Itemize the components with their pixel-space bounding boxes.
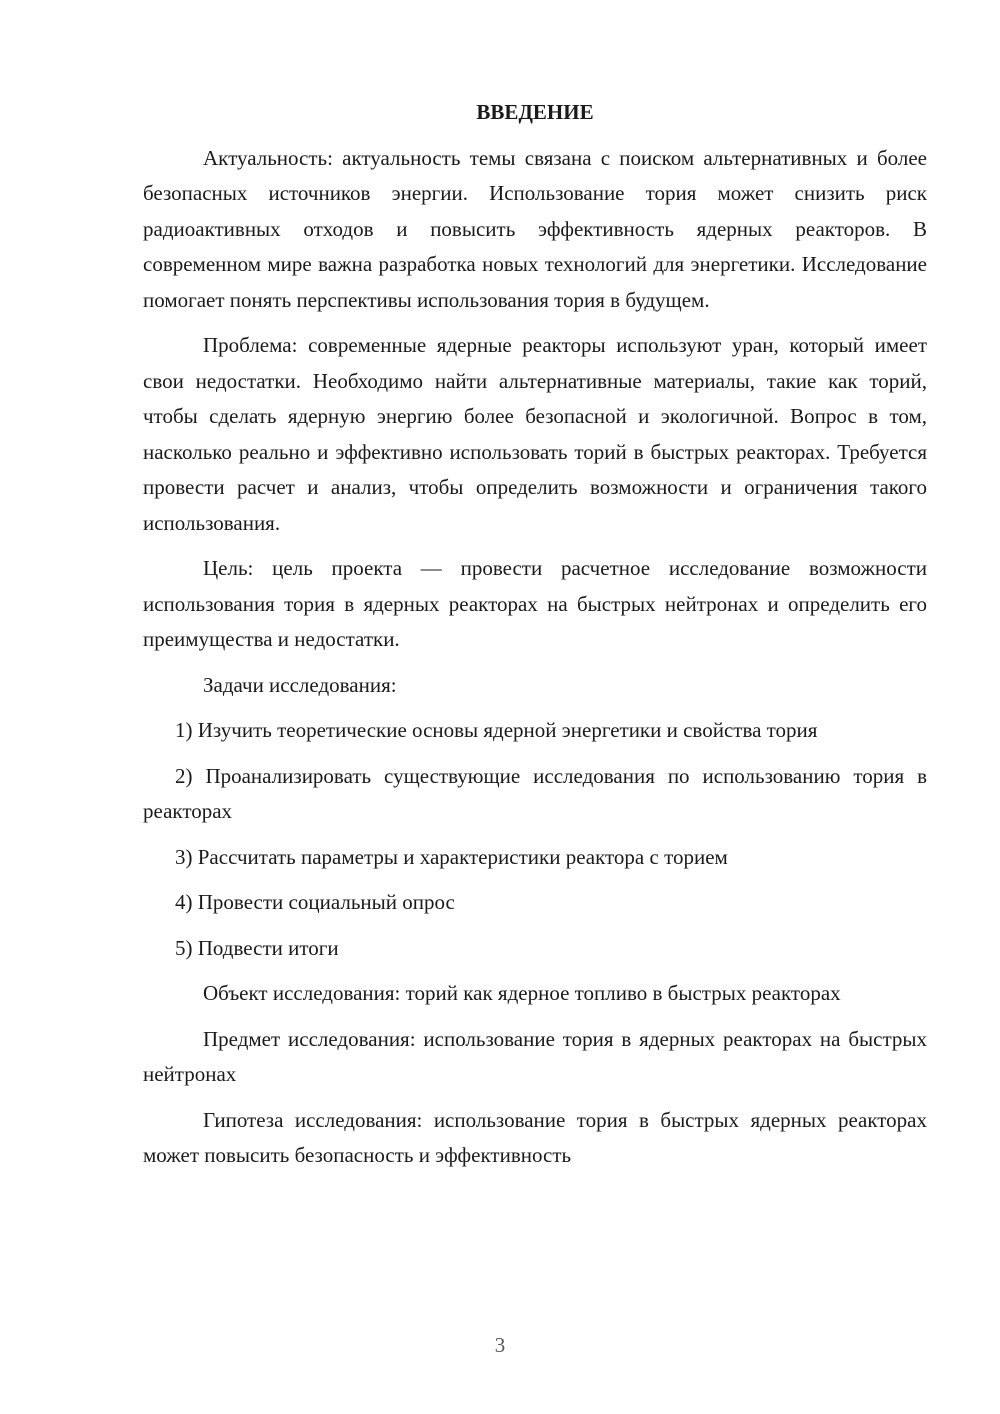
paragraph-object: Объект исследования: торий как ядерное топливо в быстрых реакторах bbox=[203, 981, 841, 1005]
paragraph-subject: Предмет исследования: использование тория в ядерных реакторах на быстрых нейтронах bbox=[143, 1026, 927, 1086]
paragraph-relevance: Актуальность: актуальность темы связана с поиском альтернативных и более безопасных источников энергии. Использование тория может снизить риск радиоактивных отходов и повысить эффективность ядерных реакторов. В современном мире важна разработка новых технологий для энергетики. Исследование помогает понять перспективы использования тория в будущем. bbox=[143, 145, 927, 312]
list-item-task-3: 3) Рассчитать параметры и характеристики реактора с торием bbox=[175, 844, 728, 869]
paragraph-hypothesis: Гипотеза исследования: использование тория в быстрых ядерных реакторах может повысить безопасность и эффективность bbox=[143, 1107, 927, 1167]
list-item-task-5: 5) Подвести итоги bbox=[175, 935, 339, 960]
page-number: 3 bbox=[494, 1333, 506, 1357]
paragraph-problem: Проблема: современные ядерные реакторы используют уран, который имеет свои недостатки. Необходимо найти альтернативные материалы, такие как торий, чтобы сделать ядерную энергию более безопасной и экологичной. Вопрос в том, насколько реально и эффективно использовать торий в быстрых реакторах. Требуется провести расчет и анализ, чтобы определить возможности и ограничения такого использования. bbox=[143, 333, 927, 535]
page-content bbox=[143, 95, 927, 1184]
paragraph-tasks-heading: Задачи исследования: bbox=[203, 672, 397, 697]
list-item-task-4: 4) Провести социальный опрос bbox=[175, 890, 455, 914]
list-item-task-2: 2) Проанализировать существующие исследования по использованию тория в реакторах bbox=[143, 763, 927, 823]
paragraph-goal: Цель: цель проекта — провести расчетное исследование возможности использования тория в ядерных реакторах на быстрых нейтронах и определить его преимущества и недостатки. bbox=[143, 556, 927, 651]
list-item-task-1: 1) Изучить теоретические основы ядерной энергетики и свойства тория bbox=[175, 718, 818, 742]
page-title: ВВЕДЕНИЕ bbox=[476, 100, 594, 124]
